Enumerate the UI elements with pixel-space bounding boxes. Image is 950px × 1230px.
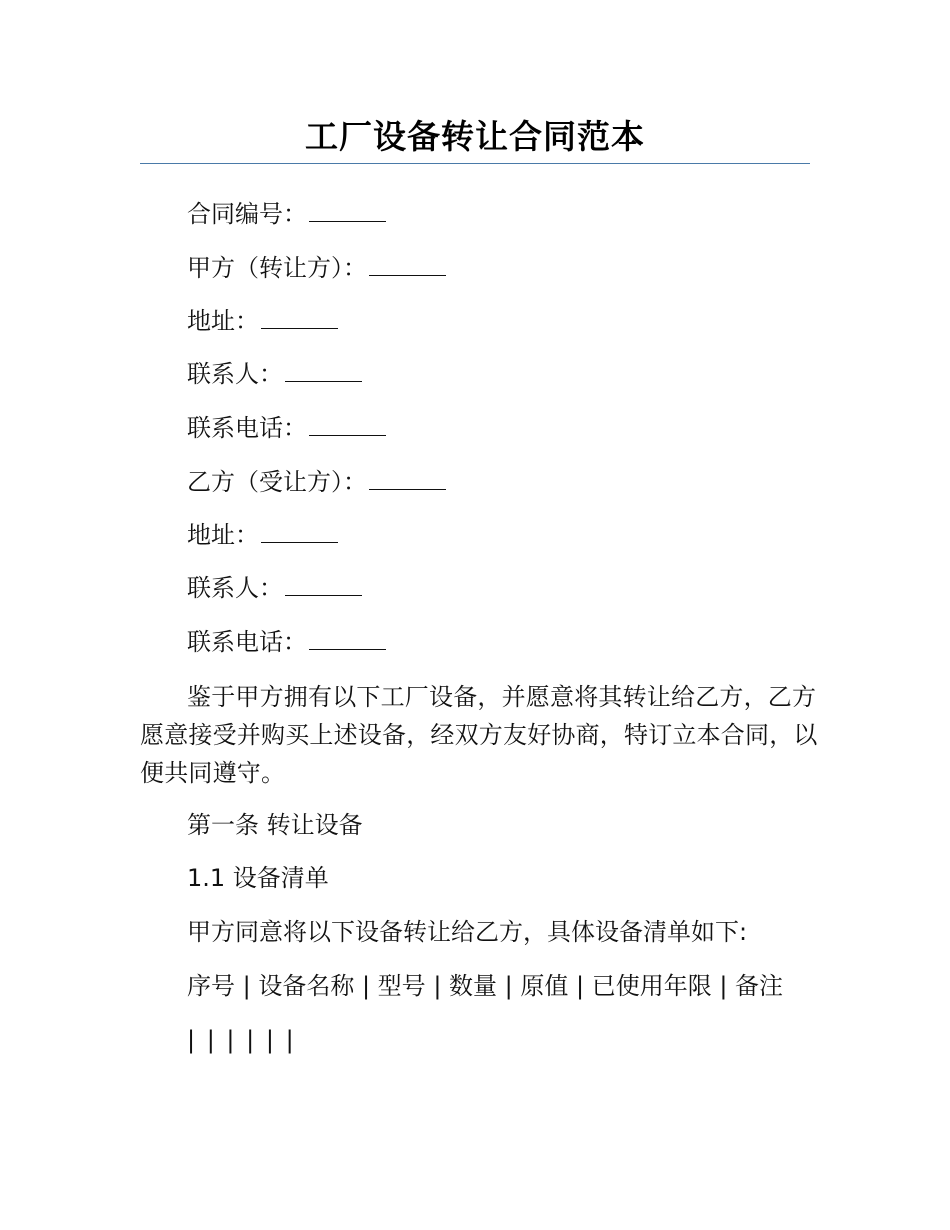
section-1-1-heading: 1.1 设备清单 <box>187 864 329 892</box>
title-divider <box>140 163 810 164</box>
party-a-phone-label: 联系电话： <box>187 414 307 442</box>
party-a-address-label: 地址： <box>187 307 259 335</box>
party-a-contact-label: 联系人： <box>187 360 283 388</box>
party-a-line <box>187 253 446 283</box>
party-a-label: 甲方（转让方）： <box>187 254 367 282</box>
party-b-address-blank <box>261 520 338 543</box>
equipment-table-header: 序号 | 设备名称 | 型号 | 数量 | 原值 | 已使用年限 | 备注 <box>187 972 784 1000</box>
equipment-table-empty-row: | | | | | | <box>187 1026 296 1054</box>
party-b-address-line <box>187 520 338 550</box>
contract-number-label: 合同编号： <box>187 200 307 228</box>
party-b-contact-line <box>187 573 362 603</box>
party-b-phone-label: 联系电话： <box>187 628 307 656</box>
document-title: 工厂设备转让合同范本 <box>305 117 645 156</box>
contract-number-blank <box>309 199 386 222</box>
party-a-blank <box>369 253 446 276</box>
party-b-phone-line <box>187 627 386 657</box>
party-a-phone-line <box>187 413 386 443</box>
party-a-contact-line <box>187 359 362 389</box>
party-b-line <box>187 467 446 497</box>
party-b-phone-blank <box>309 627 386 650</box>
party-a-phone-blank <box>309 413 386 436</box>
preamble-paragraph: 鉴于甲方拥有以下工厂设备，并愿意将其转让给乙方，乙方愿意接受并购买上述设备，经双方友好协商，特订立本合同，以便共同遵守。 <box>140 683 818 787</box>
party-b-address-label: 地址： <box>187 521 259 549</box>
party-b-blank <box>369 467 446 490</box>
party-b-label: 乙方（受让方）： <box>187 468 367 496</box>
party-a-contact-blank <box>285 359 362 382</box>
party-b-contact-blank <box>285 573 362 596</box>
article-1-heading: 第一条 转让设备 <box>187 811 363 839</box>
party-b-contact-label: 联系人： <box>187 574 283 602</box>
party-a-address-blank <box>261 306 338 329</box>
contract-number-line <box>187 199 386 229</box>
section-1-1-text: 甲方同意将以下设备转让给乙方，具体设备清单如下: <box>187 918 748 946</box>
party-a-address-line <box>187 306 338 336</box>
